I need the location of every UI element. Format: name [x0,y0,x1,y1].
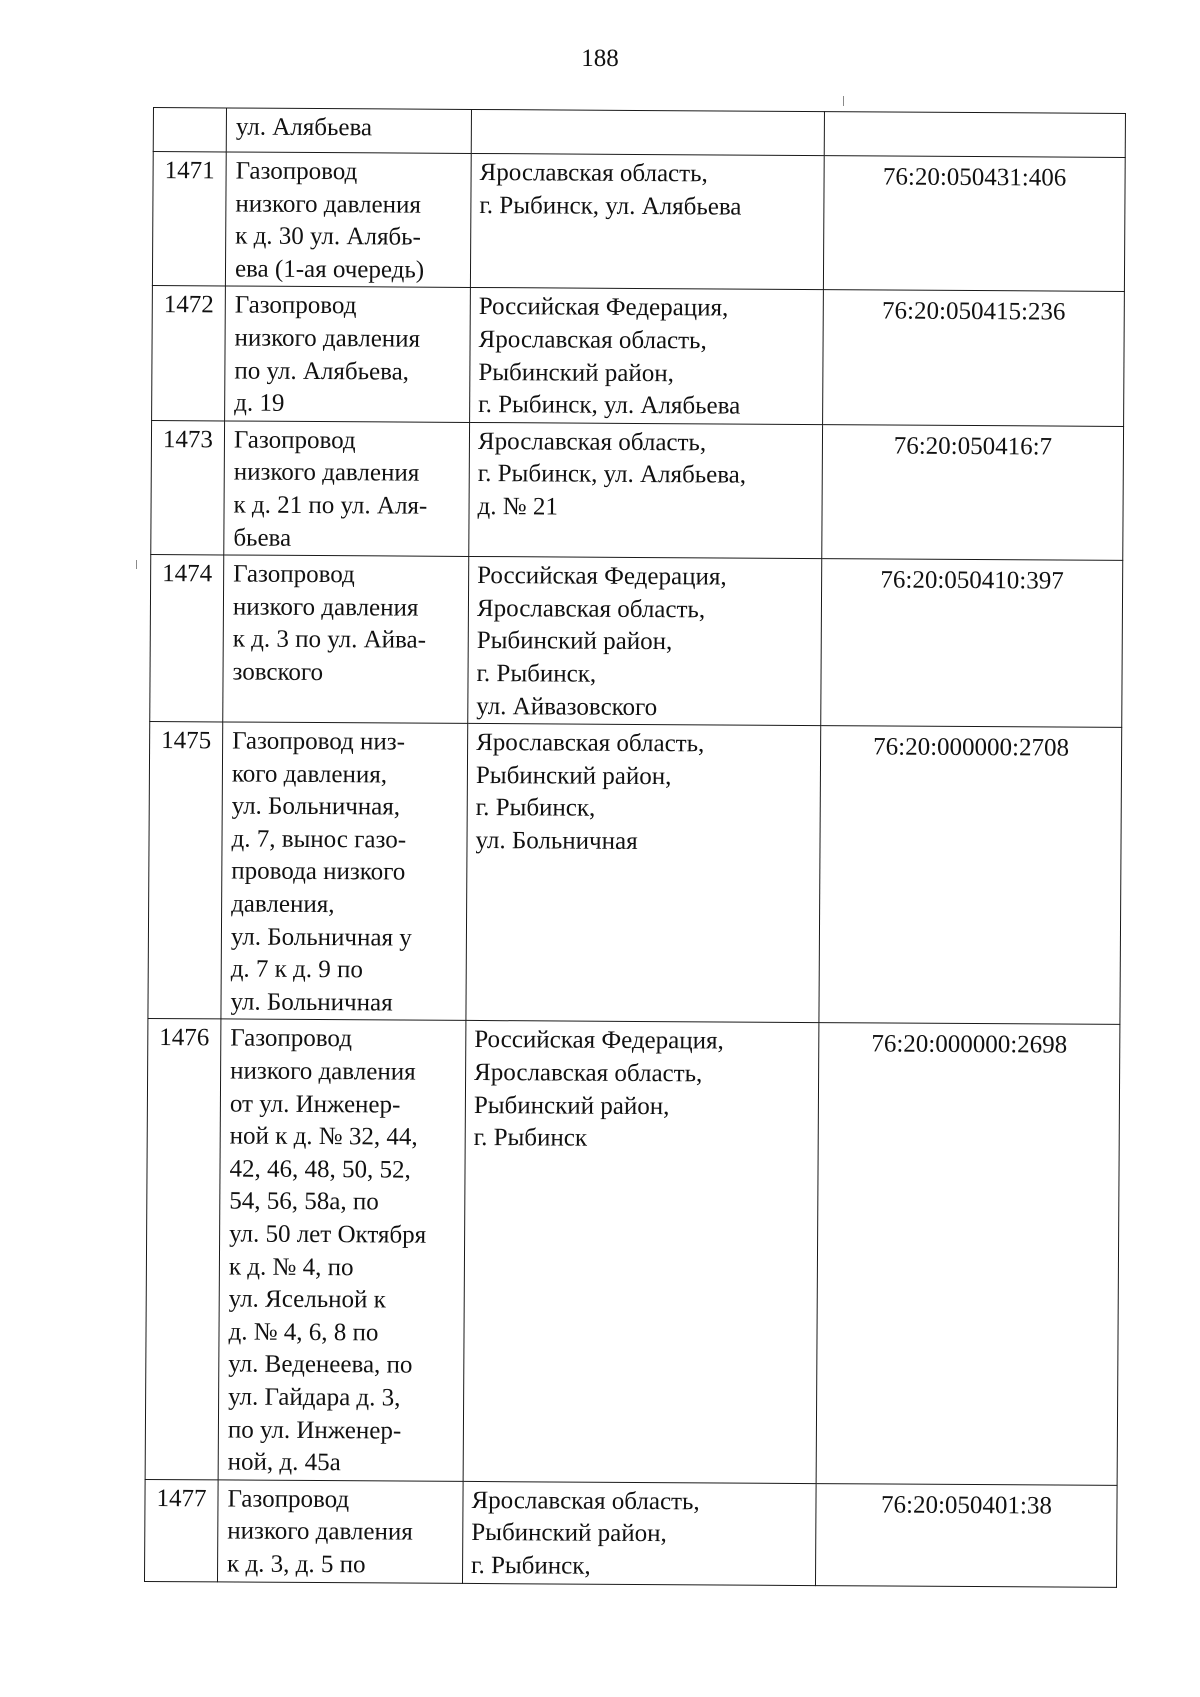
object-name-line: к д. 21 по ул. Аля- [233,491,428,520]
table-row-1473 [151,420,1124,560]
address-cell [466,724,821,1023]
cadastral-number-cell: 76:20:050401:38 [815,1483,1117,1587]
object-name-line: д. 7 к д. 9 по [230,955,364,984]
address-line: Российская Федерация, [477,562,727,591]
table-row-1471 [152,152,1125,292]
cadastral-number-cell: 76:20:050431:406 [823,156,1125,292]
address-line: Ярославская область, [477,427,707,457]
object-name-line: 42, 46, 48, 50, 52, [229,1155,411,1184]
address-line: г. Рыбинск, ул. Алябьева [479,191,742,221]
row-number-cell: 1475 [148,722,223,1020]
address-line: ул. Айвазовского [476,692,658,721]
object-name-line: ул. Гайдара д. 3, [228,1383,401,1412]
scan-artifact-top [843,96,844,106]
object-name-line: Газопровод [234,291,357,320]
object-name-cell [224,421,470,557]
object-name-line: д. 7, вынос газо- [231,825,407,854]
object-name-line: низкого давления [230,1057,416,1086]
object-name-line: низкого давления [234,324,421,353]
gas-pipeline-registry-table [144,107,1126,1587]
object-name-line: Газопровод [233,426,356,454]
cadastral-number-cell: 76:20:050415:236 [823,290,1125,426]
address-line: Ярославская область, [476,594,706,624]
address-line: Рыбинский район, [471,1519,667,1548]
object-name-line: ул. 50 лет Октября [229,1220,427,1249]
object-name-line: к д. 3 по ул. Айва- [232,625,427,654]
address-line: ул. Больничная [475,826,638,855]
object-name-line: Газопровод [227,1485,350,1513]
row-number-cell: 1474 [150,555,224,722]
row-number-cell: 1473 [151,420,225,555]
row-number-cell: 1472 [152,286,226,421]
object-name-line: д. 19 [234,389,285,417]
object-name-line: низкого давления [232,593,419,622]
row-number-cell: 1476 [145,1019,221,1480]
address-line: Рыбинский район, [475,761,672,790]
address-line: Ярославская область, [476,729,705,758]
object-name-line: ной к д. № 32, 44, [229,1122,418,1151]
address-cell [470,153,824,290]
object-name-cell [221,722,468,1021]
object-name-line: по ул. Инженер- [227,1416,402,1445]
object-name-line: провода низкого [231,857,406,887]
object-name-line: ул. Алябьева [235,113,373,142]
address-line: Рыбинский район, [476,627,673,656]
object-name-line: Газопровод [230,1024,353,1053]
address-cell [468,557,822,726]
object-name-cell [223,555,469,723]
object-name-line: Газопровод [235,157,358,186]
cadastral-number-cell: 76:20:000000:2708 [819,726,1122,1025]
object-name-line: по ул. Алябьева, [234,357,410,386]
address-line: г. Рыбинск, [476,659,597,688]
object-name-line: Газопровод низ- [232,727,406,756]
cadastral-number-cell [824,112,1125,158]
scan-artifact-left [136,560,137,569]
address-line: г. Рыбинск, [471,1551,591,1580]
table-row-continuation [153,108,1125,158]
address-line: Российская Федерация, [478,293,729,322]
object-name-line: ева (1-ая очередь) [234,255,425,284]
address-line: Ярославская область, [478,325,707,355]
address-line: г. Рыбинск, [475,794,596,822]
cadastral-number-cell: 76:20:050410:397 [821,559,1123,728]
row-number-cell [153,108,226,152]
table-row-1475 [148,722,1122,1025]
address-line: г. Рыбинск [473,1124,588,1152]
object-name-line: ул. Ясельной к [228,1285,386,1314]
table-row-1474 [150,555,1123,728]
object-name-line: к д. № 4, по [228,1253,354,1281]
object-name-line: низкого давления [233,458,420,487]
address-cell [469,422,823,559]
object-name-line: низкого давления [227,1517,413,1546]
object-name-line: ул. Больничная, [231,792,401,821]
address-line: Ярославская область, [474,1059,703,1088]
object-name-cell [217,1480,463,1583]
table-row-1477 [144,1479,1117,1587]
object-name-line: Газопровод [233,560,355,589]
row-number-cell: 1471 [152,152,226,287]
object-name-line: от ул. Инженер- [229,1090,401,1119]
address-cell [463,1021,819,1483]
page-number: 188 [581,45,619,72]
cadastral-number-cell: 76:20:050416:7 [822,424,1124,560]
address-cell [462,1481,816,1585]
object-name-line: давления, [231,890,335,919]
object-name-line: ул. Веденеева, по [228,1350,413,1379]
address-cell [471,109,824,155]
address-line: Рыбинский район, [478,358,675,387]
table-row-1476 [145,1019,1120,1485]
object-name-line: низкого давления [235,190,422,219]
address-cell [470,288,824,425]
table-row-1472 [152,286,1125,426]
object-name-line: д. № 4, 6, 8 по [228,1318,379,1347]
object-name-line: ул. Больничная у [230,923,412,952]
address-line: г. Рыбинск, ул. Алябьева [478,391,741,420]
object-name-line: 54, 56, 58а, по [229,1187,379,1216]
object-name-line: кого давления, [231,760,388,789]
address-line: г. Рыбинск, ул. Алябьева, [477,460,747,489]
object-name-cell [225,286,471,422]
object-name-cell [218,1019,466,1481]
address-line: Ярославская область, [471,1486,700,1516]
row-number-cell: 1477 [144,1479,218,1581]
object-name-line: ул. Больничная [230,988,393,1017]
object-name-line: зовского [232,658,324,686]
address-line: д. № 21 [477,492,558,521]
address-line: Российская Федерация, [474,1026,724,1055]
object-name-cell [225,152,471,288]
address-line: Рыбинский район, [473,1091,670,1120]
cadastral-number-cell: 76:20:000000:2698 [816,1023,1120,1485]
object-name-line: к д. 30 ул. Алябь- [235,222,422,251]
object-name-cell [226,108,471,153]
object-name-line: к д. 3, д. 5 по [227,1550,366,1579]
address-line: Ярославская область, [479,158,708,188]
object-name-line: ной, д. 45а [227,1448,341,1477]
object-name-line: бьева [233,524,292,552]
